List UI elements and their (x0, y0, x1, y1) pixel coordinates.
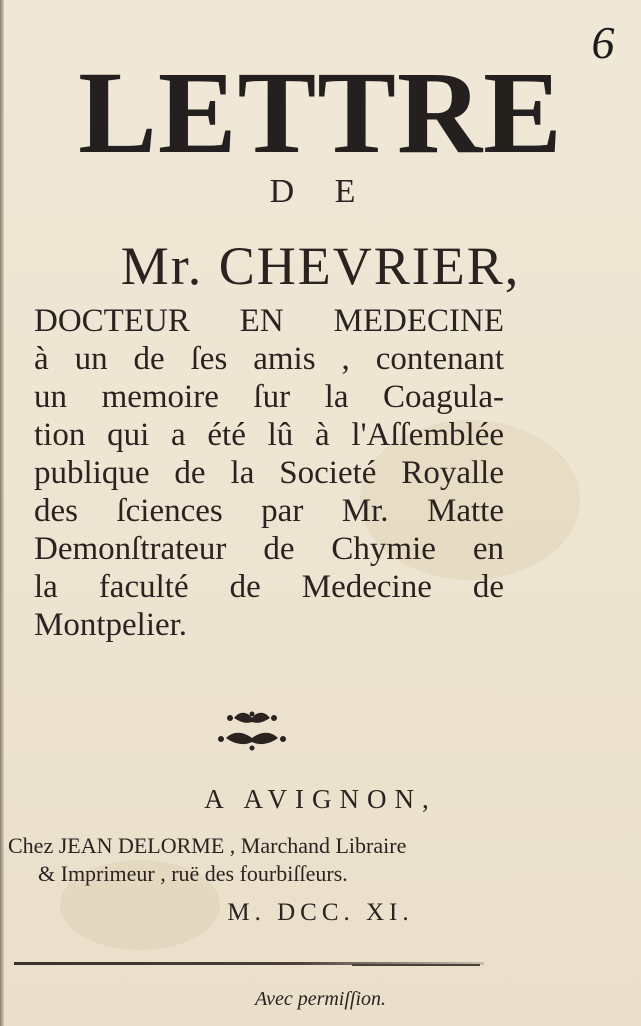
title-preposition: D E (269, 173, 372, 210)
subtitle-line: à un de ſes amis , contenant (34, 341, 504, 377)
subtitle-block (34, 302, 514, 644)
place-of-publication: A AVIGNON, (204, 784, 437, 814)
horizontal-rule (352, 964, 480, 966)
subtitle-line: DOCTEUR EN MEDECINE (34, 303, 504, 339)
imprint-line: & Imprimeur , ruë des fourbiſſeurs. (38, 861, 348, 886)
publication-date: M. DCC. XI. (227, 899, 414, 926)
page-binding-edge (0, 0, 4, 1026)
subtitle-line: tion qui a été lû à l'Aſſemblée (34, 417, 504, 453)
folio-number: 6 (591, 17, 615, 68)
printers-fleuron-icon (212, 708, 292, 754)
privilege-notice: Avec permiſſion. (254, 988, 387, 1010)
page-title: LETTRE (78, 47, 563, 178)
subtitle-line: publique de la Societé Royalle (34, 455, 504, 491)
imprint-line: Chez JEAN DELORME , Marchand Libraire (8, 833, 407, 858)
subtitle-line: des ſciences par Mr. Matte (34, 493, 504, 529)
subtitle-line: Montpelier. (34, 607, 188, 643)
subtitle-line: Demonſtrateur de Chymie en (34, 531, 504, 567)
subtitle-line: la faculté de Medecine de (34, 569, 504, 605)
imprint-block (8, 832, 508, 888)
subtitle-line: un memoire ſur la Coagula- (34, 379, 504, 415)
author-name: Mr. CHEVRIER, (120, 236, 521, 296)
